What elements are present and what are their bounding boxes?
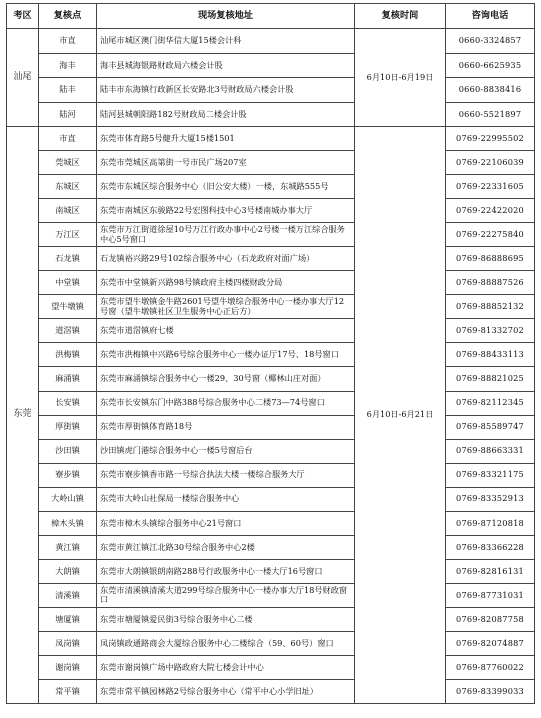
address-cell: 石龙镇裕兴路29号102综合服务中心（石龙政府对面广场） (97, 247, 355, 271)
address-cell: 东莞市常平镇园林路2号综合服务中心（常平中心小学旧址） (97, 680, 355, 704)
site-cell: 寮步镇 (39, 463, 97, 487)
header-phone: 咨询电话 (446, 4, 535, 29)
site-cell: 厚街镇 (39, 415, 97, 439)
site-cell: 凤岗镇 (39, 631, 97, 655)
table-row (7, 511, 535, 535)
phone-cell: 0769-81332702 (446, 319, 535, 343)
table-row (7, 295, 535, 319)
phone-cell: 0769-22422020 (446, 199, 535, 223)
address-cell: 东莞市南城区东骏路22号宏图科技中心3号楼南城办事大厅 (97, 199, 355, 223)
address-cell: 东莞市洪梅镇中兴路6号综合服务中心一楼办证厅17号、18号窗口 (97, 343, 355, 367)
address-cell: 东莞市大岭山社保局一楼综合服务中心 (97, 487, 355, 511)
header-row (7, 4, 535, 29)
phone-cell: 0769-83399033 (446, 680, 535, 704)
site-cell: 望牛墩镇 (39, 295, 97, 319)
phone-cell: 0769-82112345 (446, 391, 535, 415)
site-cell: 陆丰 (39, 78, 97, 103)
phone-cell: 0769-88663331 (446, 439, 535, 463)
table-row (7, 175, 535, 199)
address-cell: 东莞市寮步镇香市路一号综合执法大楼一楼综合服务大厅 (97, 463, 355, 487)
site-cell: 陆河 (39, 102, 97, 127)
table-row (7, 367, 535, 391)
table-row (7, 151, 535, 175)
table-row (7, 271, 535, 295)
phone-cell: 0769-88821025 (446, 367, 535, 391)
address-cell: 东莞市厚街镇体育路18号 (97, 415, 355, 439)
phone-cell: 0769-87120818 (446, 511, 535, 535)
header-site: 复核点 (39, 4, 97, 29)
table-row (7, 680, 535, 704)
site-cell: 洪梅镇 (39, 343, 97, 367)
header-time: 复核时间 (355, 4, 446, 29)
region-cell: 汕尾 (7, 29, 39, 127)
table-row (7, 53, 535, 78)
table-body (7, 29, 535, 704)
address-cell: 东莞市望牛墩镇金牛路2601号望牛墩综合服务中心一楼办事大厅12号窗（望牛墩镇社区卫生服务中心正后方） (97, 295, 355, 319)
table-row (7, 29, 535, 54)
phone-cell: 0769-22331605 (446, 175, 535, 199)
address-cell: 东莞市道滘镇府七楼 (97, 319, 355, 343)
address-cell: 东莞市长安镇东门中路388号综合服务中心二楼73—74号窗口 (97, 391, 355, 415)
review-time-cell: 6月10日-6月19日 (355, 29, 446, 127)
address-cell: 东莞市中堂镇新兴路98号镇政府主楼四楼财政分局 (97, 271, 355, 295)
address-cell: 东莞市清溪镇清溪大道299号综合服务中心一楼办事大厅18号财政窗口 (97, 583, 355, 607)
site-cell: 黄江镇 (39, 535, 97, 559)
table-row (7, 607, 535, 631)
address-cell: 凤岗镇政通路商会大厦综合服务中心二楼综合（59、60号）窗口 (97, 631, 355, 655)
phone-cell: 0660-8838416 (446, 78, 535, 103)
phone-cell: 0769-88852132 (446, 295, 535, 319)
address-cell: 东莞市体育路5号健升大厦15楼1501 (97, 127, 355, 151)
table-row (7, 535, 535, 559)
table-row (7, 583, 535, 607)
site-cell: 谢岗镇 (39, 656, 97, 680)
table-row (7, 127, 535, 151)
site-cell: 樟木头镇 (39, 511, 97, 535)
phone-cell: 0769-87731031 (446, 583, 535, 607)
address-cell: 东莞市麻涌镇综合服务中心一楼29、30号窗（椰林山庄对面） (97, 367, 355, 391)
site-cell: 市直 (39, 127, 97, 151)
address-cell: 东莞市谢岗镇广场中路政府大院七楼会计中心 (97, 656, 355, 680)
phone-cell: 0660-5521897 (446, 102, 535, 127)
address-cell: 陆河县城朝阳路182号财政局二楼会计股 (97, 102, 355, 127)
review-sites-table-container (6, 3, 534, 704)
table-row (7, 487, 535, 511)
address-cell: 东莞市塘厦镇爱民街3号综合服务中心二楼 (97, 607, 355, 631)
header-address: 现场复核地址 (97, 4, 355, 29)
phone-cell: 0769-82816131 (446, 559, 535, 583)
table-row (7, 391, 535, 415)
address-cell: 汕尾市城区澳门街华信大厦15楼会计科 (97, 29, 355, 54)
table-row (7, 415, 535, 439)
phone-cell: 0769-88887526 (446, 271, 535, 295)
table-row (7, 343, 535, 367)
site-cell: 沙田镇 (39, 439, 97, 463)
site-cell: 大朗镇 (39, 559, 97, 583)
site-cell: 莞城区 (39, 151, 97, 175)
site-cell: 清溪镇 (39, 583, 97, 607)
site-cell: 南城区 (39, 199, 97, 223)
table-row (7, 247, 535, 271)
site-cell: 塘厦镇 (39, 607, 97, 631)
table-row (7, 199, 535, 223)
table-row (7, 102, 535, 127)
phone-cell: 0769-82074887 (446, 631, 535, 655)
phone-cell: 0769-83352913 (446, 487, 535, 511)
address-cell: 海丰县城海银路财政局六楼会计股 (97, 53, 355, 78)
phone-cell: 0769-83366228 (446, 535, 535, 559)
phone-cell: 0769-88433113 (446, 343, 535, 367)
site-cell: 市直 (39, 29, 97, 54)
phone-cell: 0769-22995502 (446, 127, 535, 151)
region-cell: 东莞 (7, 127, 39, 704)
phone-cell: 0769-82087758 (446, 607, 535, 631)
site-cell: 石龙镇 (39, 247, 97, 271)
site-cell: 大岭山镇 (39, 487, 97, 511)
address-cell: 陆丰市东海镇行政新区长安路北3号财政局六楼会计股 (97, 78, 355, 103)
address-cell: 东莞市樟木头镇综合服务中心21号窗口 (97, 511, 355, 535)
site-cell: 万江区 (39, 223, 97, 247)
phone-cell: 0660-3324857 (446, 29, 535, 54)
table-row (7, 319, 535, 343)
address-cell: 东莞市莞城区高第街一号市民广场207室 (97, 151, 355, 175)
site-cell: 麻涌镇 (39, 367, 97, 391)
review-time-cell: 6月10日-6月21日 (355, 127, 446, 704)
site-cell: 长安镇 (39, 391, 97, 415)
phone-cell: 0769-22106039 (446, 151, 535, 175)
table-row (7, 656, 535, 680)
site-cell: 海丰 (39, 53, 97, 78)
table-row (7, 631, 535, 655)
review-sites-table (6, 3, 535, 704)
phone-cell: 0769-83321175 (446, 463, 535, 487)
address-cell: 东莞市黄江镇江北路30号综合服务中心2楼 (97, 535, 355, 559)
table-row (7, 439, 535, 463)
phone-cell: 0769-86888695 (446, 247, 535, 271)
site-cell: 常平镇 (39, 680, 97, 704)
address-cell: 东莞市万江街道徐屋10号万江行政办事中心2号楼一楼万江综合服务中心5号窗口 (97, 223, 355, 247)
phone-cell: 0769-87760022 (446, 656, 535, 680)
table-row (7, 78, 535, 103)
table-row (7, 223, 535, 247)
address-cell: 东莞市东城区综合服务中心（旧公安大楼）一楼，东城路555号 (97, 175, 355, 199)
site-cell: 道滘镇 (39, 319, 97, 343)
table-row (7, 463, 535, 487)
phone-cell: 0660-6625935 (446, 53, 535, 78)
header-region: 考区 (7, 4, 39, 29)
address-cell: 沙田镇虎门港综合服务中心一楼5号窗后台 (97, 439, 355, 463)
phone-cell: 0769-85589747 (446, 415, 535, 439)
site-cell: 中堂镇 (39, 271, 97, 295)
table-row (7, 559, 535, 583)
site-cell: 东城区 (39, 175, 97, 199)
address-cell: 东莞市大朗镇银朗南路288号行政服务中心一楼大厅16号窗口 (97, 559, 355, 583)
phone-cell: 0769-22275840 (446, 223, 535, 247)
